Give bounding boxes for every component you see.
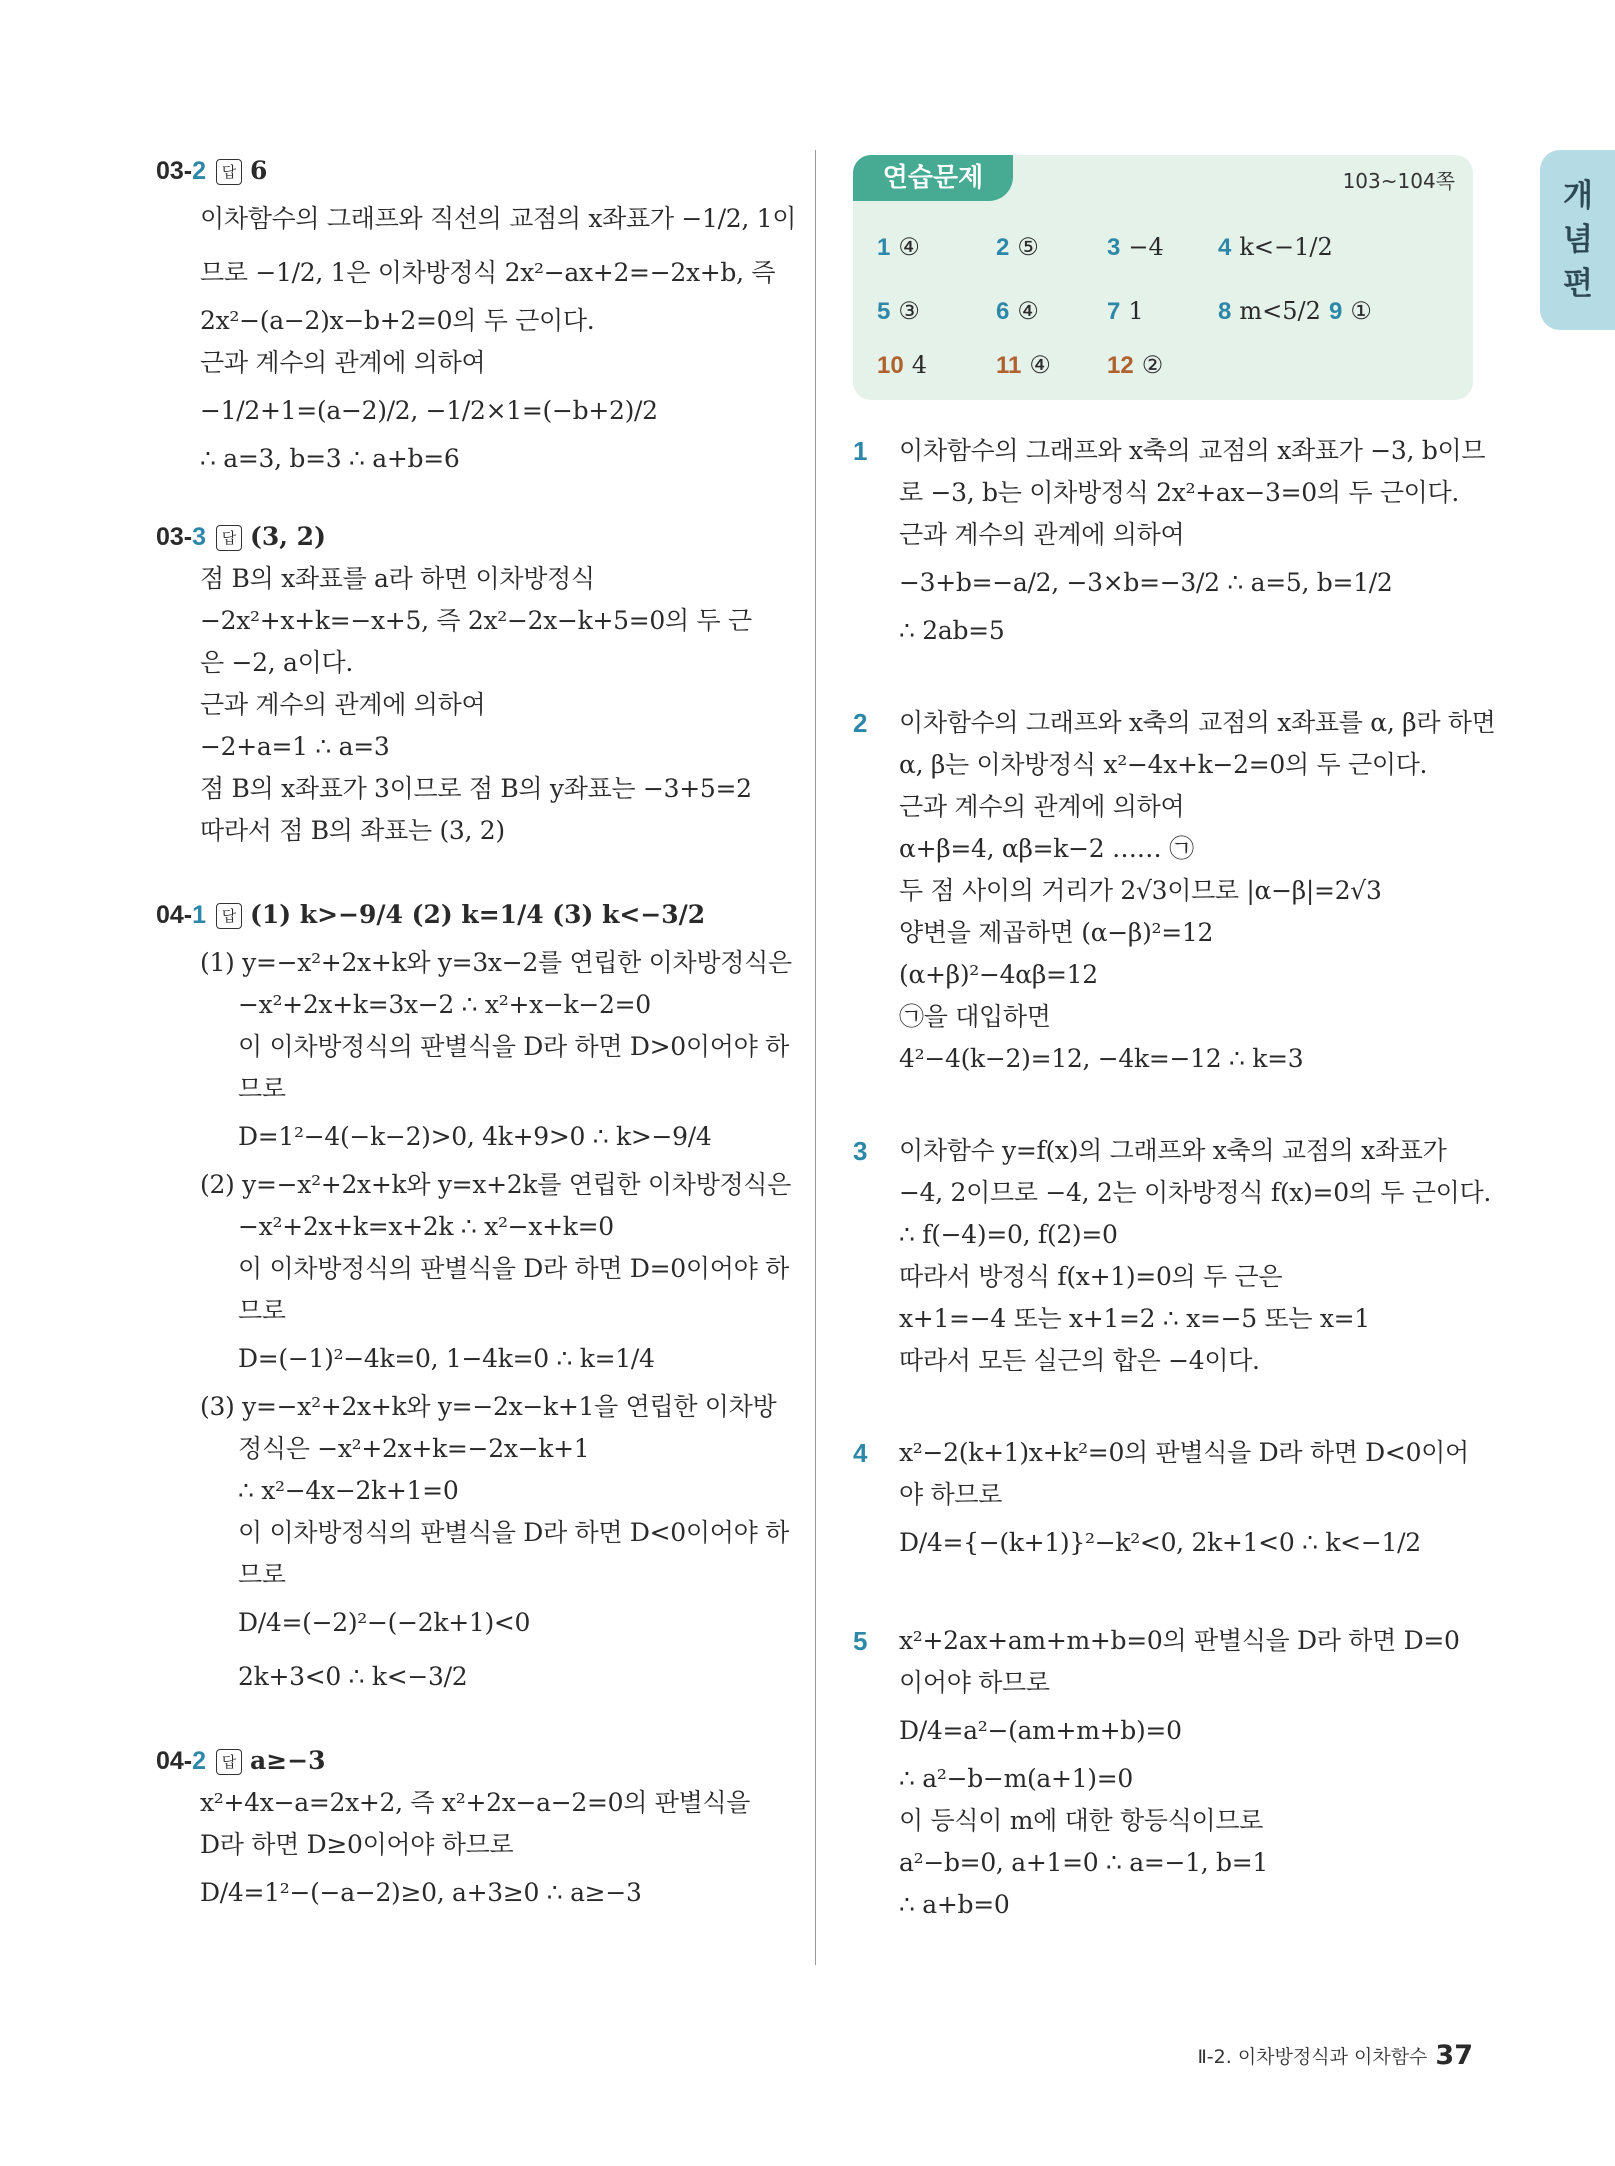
answer-text: (1) k>−9/4 (2) k=1/4 (3) k<−3/2 [250,900,706,929]
solution-line: 이어야 하므로 [899,1668,1050,1697]
problem-id: 04-1 [156,901,207,929]
solution-line: −3+b=−a/2, −3×b=−3/2 ∴ a=5, b=1/2 [899,568,1393,597]
solution-number: 1 [853,436,868,466]
practice-answer-box [853,155,1473,400]
problem-id: 04-2 [156,1747,207,1775]
solution-line: 두 점 사이의 거리가 2√3이므로 |α−β|=2√3 [899,876,1382,905]
solution-line: D=(−1)²−4k=0, 1−4k=0 ∴ k=1/4 [238,1344,655,1373]
solution-line: 야 하므로 [899,1480,1003,1509]
solution-line: −x²+2x+k=3x−2 ∴ x²+x−k−2=0 [238,990,651,1019]
solution-line: 므로 [238,1296,286,1325]
solution-line: −2+a=1 ∴ a=3 [200,732,390,761]
solution-line: 점 B의 x좌표를 a라 하면 이차방정식 [200,564,595,593]
solution-line: 근과 계수의 관계에 의하여 [899,792,1185,821]
solution-line: x²+4x−a=2x+2, 즉 x²+2x−a−2=0의 판별식을 [200,1788,751,1817]
solution-4 [853,1432,1478,1570]
practice-pages: 103~104쪽 [1342,169,1455,193]
solution-number: 4 [853,1438,868,1468]
practice-answer: 7 1 [1107,297,1144,325]
solution-line: ㉠을 대입하면 [899,1002,1051,1031]
practice-answer: 1 ④ [877,233,920,261]
solution-line: D=1²−4(−k−2)>0, 4k+9>0 ∴ k>−9/4 [238,1122,712,1151]
solution-line: x²+2ax+am+m+b=0의 판별식을 D라 하면 D=0 [899,1626,1460,1655]
solution-line: 이차함수의 그래프와 x축의 교점의 x좌표를 α, β라 하면 [899,708,1496,737]
practice-answer: 6 ④ [996,297,1039,325]
solution-line: 근과 계수의 관계에 의하여 [200,690,486,719]
solution-line: D라 하면 D≥0이어야 하므로 [200,1830,514,1859]
solution-line: x²−2(k+1)x+k²=0의 판별식을 D라 하면 D<0이어 [899,1438,1469,1467]
page-footer [1197,2040,1473,2071]
solution-line: (2) y=−x²+2x+k와 y=x+2k를 연립한 이차방정식은 [200,1170,792,1199]
solution-line: D/4={−(k+1)}²−k²<0, 2k+1<0 ∴ k<−1/2 [899,1528,1421,1557]
right-column [853,155,1496,1926]
problem-id: 03-3 [156,523,207,551]
answer-mark-icon: 답 [216,525,242,551]
practice-answer: 5 ③ [877,297,920,325]
answer-mark-icon: 답 [216,903,242,929]
solution-line: 이차함수의 그래프와 직선의 교점의 x좌표가 −1/2, 1이 [200,204,797,233]
practice-title: 연습문제 [853,155,1013,201]
solution-5 [853,1620,1478,1926]
solution-line: 따라서 점 B의 좌표는 (3, 2) [200,816,505,845]
chapter-label: Ⅱ-2. 이차방정식과 이차함수 [1197,2046,1428,2068]
solution-line: 근과 계수의 관계에 의하여 [899,520,1185,549]
solution-line: 따라서 모든 실근의 합은 −4이다. [899,1346,1260,1375]
solution-line: ∴ a=3, b=3 ∴ a+b=6 [200,444,460,473]
solution-line: D/4=(−2)²−(−2k+1)<0 [238,1608,531,1637]
solution-line: ∴ a+b=0 [899,1890,1010,1919]
practice-answer: 9 ① [1329,297,1372,325]
solution-line: 이 이차방정식의 판별식을 D라 하면 D<0이어야 하 [238,1518,789,1547]
solution-line: D/4=1²−(−a−2)≥0, a+3≥0 ∴ a≥−3 [200,1878,642,1907]
practice-answer: 12 ② [1107,351,1164,379]
solution-line: (α+β)²−4αβ=12 [899,960,1098,989]
section-tab-label: 개념편 [1563,178,1593,302]
problem-id: 03-2 [156,157,207,185]
solution-line: D/4=a²−(am+m+b)=0 [899,1716,1182,1745]
solution-line: α, β는 이차방정식 x²−4x+k−2=0의 두 근이다. [899,750,1428,779]
left-column [156,150,797,1920]
problem-03-2 [156,150,797,480]
solution-line: 양변을 제곱하면 (α−β)²=12 [899,918,1214,947]
page-number: 37 [1435,2040,1473,2071]
answer-text: a≥−3 [250,1746,326,1775]
solution-1 [853,430,1486,652]
solution-line: 이 등식이 m에 대한 항등식이므로 [899,1806,1264,1835]
solution-line: 이 이차방정식의 판별식을 D라 하면 D=0이어야 하 [238,1254,789,1283]
solution-line: 2k+3<0 ∴ k<−3/2 [238,1662,468,1691]
answer-text: (3, 2) [250,522,326,551]
practice-answer: 8 m<5/2 [1218,297,1321,325]
solution-line: ∴ f(−4)=0, f(2)=0 [899,1220,1118,1249]
solution-2 [853,702,1496,1080]
practice-answer: 11 ④ [996,351,1051,379]
problem-04-2 [156,1740,781,1920]
answer-mark-icon: 답 [216,159,242,185]
solution-line: 2x²−(a−2)x−b+2=0의 두 근이다. [200,306,595,335]
answer-text: 6 [250,156,268,185]
solution-number: 2 [853,708,868,738]
problem-header [156,150,781,192]
solution-line: 근과 계수의 관계에 의하여 [200,348,486,377]
solution-number: 5 [853,1626,868,1656]
solution-line: (3) y=−x²+2x+k와 y=−2x−k+1을 연립한 이차방 [200,1392,777,1421]
solution-line: a²−b=0, a+1=0 ∴ a=−1, b=1 [899,1848,1268,1877]
solution-line: 은 −2, a이다. [200,648,353,677]
solution-line: x+1=−4 또는 x+1=2 ∴ x=−5 또는 x=1 [899,1304,1370,1333]
solution-line: 로 −3, b는 이차방정식 2x²+ax−3=0의 두 근이다. [899,478,1460,507]
solution-line: ∴ 2ab=5 [899,616,1005,645]
solution-line: 이차함수의 그래프와 x축의 교점의 x좌표가 −3, b이므 [899,436,1486,465]
problem-header [156,516,781,558]
problem-header [156,888,781,942]
solution-line: 이차함수 y=f(x)의 그래프와 x축의 교점의 x좌표가 [899,1136,1447,1165]
solution-line: 따라서 방정식 f(x+1)=0의 두 근은 [899,1262,1283,1291]
column-divider [815,150,816,1965]
problem-header [156,1740,781,1782]
solution-number: 3 [853,1136,868,1166]
solution-line: 므로 [238,1560,286,1589]
answer-mark-icon: 답 [216,1749,242,1775]
problem-04-1 [156,888,792,1704]
solution-line: −x²+2x+k=x+2k ∴ x²−x+k=0 [238,1212,614,1241]
solution-line: α+β=4, αβ=k−2 …… ㉠ [899,834,1194,863]
practice-answer: 10 4 [877,351,927,379]
solution-line: 4²−4(k−2)=12, −4k=−12 ∴ k=3 [899,1044,1304,1073]
solution-line: −1/2+1=(a−2)/2, −1/2×1=(−b+2)/2 [200,396,658,425]
section-tab [1540,150,1615,330]
solution-line: 므로 −1/2, 1은 이차방정식 2x²−ax+2=−2x+b, 즉 [200,258,776,287]
practice-answer: 4 k<−1/2 [1218,233,1333,261]
solution-line: −4, 2이므로 −4, 2는 이차방정식 f(x)=0의 두 근이다. [899,1178,1491,1207]
practice-answer: 2 ⑤ [996,233,1039,261]
solution-line: 정식은 −x²+2x+k=−2x−k+1 [238,1434,590,1463]
solution-line: 이 이차방정식의 판별식을 D라 하면 D>0이어야 하 [238,1032,789,1061]
practice-answer: 3 −4 [1107,233,1164,261]
solution-line: −2x²+x+k=−x+5, 즉 2x²−2x−k+5=0의 두 근 [200,606,752,635]
problem-03-3 [156,516,781,852]
solution-line: ∴ x²−4x−2k+1=0 [238,1476,459,1505]
solution-line: 점 B의 x좌표가 3이므로 점 B의 y좌표는 −3+5=2 [200,774,752,803]
solution-line: 므로 [238,1074,286,1103]
solution-line: (1) y=−x²+2x+k와 y=3x−2를 연립한 이차방정식은 [200,948,792,977]
solution-line: ∴ a²−b−m(a+1)=0 [899,1764,1134,1793]
solution-3 [853,1130,1491,1382]
